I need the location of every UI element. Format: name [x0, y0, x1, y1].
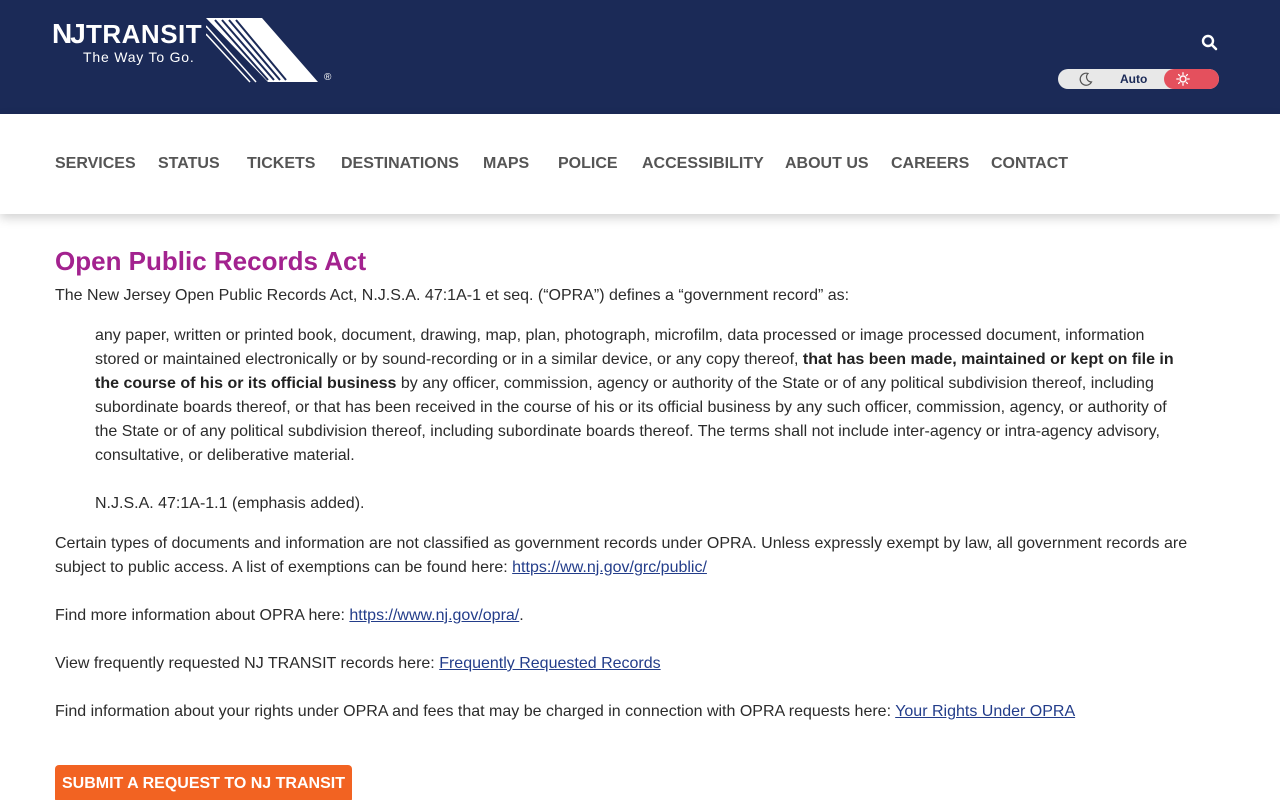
nav-item-tickets[interactable]: TICKETS	[247, 155, 316, 172]
frequent-records-paragraph	[55, 652, 661, 676]
intro-paragraph: The New Jersey Open Public Records Act, N.J.S.A. 47:1A-1 et seq. (“OPRA”) defines a “government record” as:	[55, 287, 850, 304]
theme-toggle[interactable]	[1058, 69, 1219, 89]
nav-item-police[interactable]: POLICE	[558, 155, 618, 172]
exemptions-text: Certain types of documents and information are not classified as government records under OPRA. Unless expressly exempt by law, all government records are subject to public access. A list of exemptions can be found here:	[55, 535, 1188, 576]
logo-nj-mark: NJ	[52, 18, 84, 49]
page-title: Open Public Records Act	[55, 246, 367, 276]
moon-icon[interactable]	[1078, 71, 1094, 87]
search-icon[interactable]	[1200, 33, 1220, 53]
main-nav	[0, 114, 1280, 214]
theme-auto-label[interactable]: Auto	[1120, 72, 1148, 86]
nav-item-destinations[interactable]: DESTINATIONS	[341, 155, 459, 172]
light-mode-option[interactable]	[1164, 69, 1219, 89]
rights-paragraph	[55, 700, 1075, 724]
nav-item-about-us[interactable]: ABOUT US	[785, 155, 869, 172]
submit-request-button[interactable]: SUBMIT A REQUEST TO NJ TRANSIT	[55, 765, 352, 800]
registered-mark: ®	[324, 72, 332, 83]
quote-emphasis: that has been made, maintained or kept on file in the course of his or its official business	[95, 351, 1174, 392]
frequent-records-text: View frequently requested NJ TRANSIT records here:	[55, 655, 440, 672]
more-info-text: Find more information about OPRA here:	[55, 607, 350, 624]
nav-item-services[interactable]: SERVICES	[55, 155, 136, 172]
more-info-suffix: .	[519, 607, 524, 624]
nav-item-contact[interactable]: CONTACT	[991, 155, 1069, 172]
site-header	[0, 0, 1280, 114]
quote-citation: N.J.S.A. 47:1A-1.1 (emphasis added).	[95, 495, 365, 512]
sun-icon	[1176, 72, 1190, 86]
rights-link[interactable]: Your Rights Under OPRA	[895, 703, 1076, 720]
nj-transit-logo[interactable]	[52, 18, 336, 86]
logo-tagline: The Way To Go.	[83, 49, 195, 65]
exemptions-link[interactable]: https://ww.nj.gov/grc/public/	[512, 559, 707, 576]
nav-item-careers[interactable]: CAREERS	[891, 155, 970, 172]
exemptions-paragraph	[55, 532, 1195, 580]
rights-text: Find information about your rights under OPRA and fees that may be charged in connection with OPRA requests here:	[55, 703, 896, 720]
nav-item-accessibility[interactable]: ACCESSIBILITY	[642, 155, 764, 172]
opra-definition-quote	[95, 324, 1187, 468]
frequent-records-link[interactable]: Frequently Requested Records	[439, 655, 661, 672]
nav-item-status[interactable]: STATUS	[158, 155, 220, 172]
logo-stripes-graphic	[206, 18, 324, 84]
logo-wordmark: TRANSIT	[86, 19, 203, 49]
more-info-paragraph	[55, 604, 524, 628]
opra-info-link[interactable]: https://www.nj.gov/opra/	[349, 607, 520, 624]
quote-text-part2: by any officer, commission, agency or authority of the State or of any political subdivision thereof, including subordinate boards thereof, or that has been received in the course of his or its official business by any such officer, commission, agency, or authority of the State or of any political subdivision thereof, including subordinate boards thereof. The terms shall not include inter-agency or intra-agency advisory, consultative, or deliberative material.	[95, 375, 1167, 464]
nav-item-maps[interactable]: MAPS	[483, 155, 530, 172]
quote-text-part1: any paper, written or printed book, document, drawing, map, plan, photograph, microfilm, data processed or image processed document, information stored or maintained electronically or by sound-recording or in a similar device, or any copy thereof,	[95, 327, 1145, 368]
